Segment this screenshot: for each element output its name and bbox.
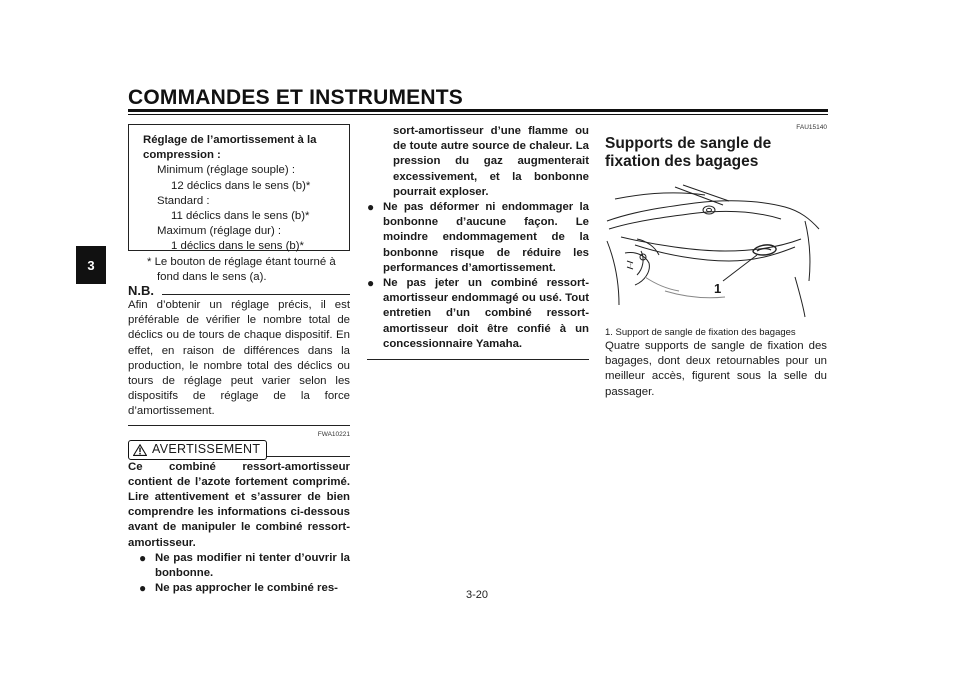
section-code: FAU15140: [796, 124, 827, 131]
nb-label: N.B.: [128, 283, 154, 298]
bullet-text: Ne pas déformer ni endommager la bonbonne d’aucune façon. Le moindre endommagement de la bonbonne risque de réduire les performances d’amortissement.: [383, 201, 589, 274]
settings-line: Minimum (réglage souple) :: [157, 164, 296, 177]
header-rule-thin: [128, 114, 828, 115]
warning-label: AVERTISSEMENT: [152, 442, 261, 457]
settings-line: 12 déclics dans le sens (b)*: [171, 179, 311, 192]
motorcycle-rear-illustration: [605, 181, 827, 321]
list-item: [139, 581, 350, 596]
nb-end-rule: [128, 425, 350, 426]
bullet-text: Ne pas approcher le combiné res-: [155, 582, 338, 595]
warning-triangle-icon: [133, 444, 147, 456]
bullet-dot-icon: ●: [367, 276, 375, 291]
settings-line: 1 déclics dans le sens (b)*: [171, 240, 304, 253]
nb-heading: [128, 283, 350, 298]
warning-end-rule: [367, 359, 589, 360]
warning-heading: [128, 440, 350, 460]
list-item: [367, 276, 589, 352]
section-title: Supports de sangle de fixation des bagages: [605, 135, 772, 170]
bullet-dot-icon: ●: [139, 550, 147, 565]
figure-caption: 1. Support de sangle de fixation des bagages: [605, 327, 796, 338]
settings-box-title: Réglage de l’amortissement à la compression :: [143, 134, 317, 162]
warning-code: FWA10221: [317, 430, 350, 438]
warning-badge: [128, 440, 267, 460]
page-header-title: COMMANDES ET INSTRUMENTS: [128, 86, 463, 109]
bullet-text: Ne pas modifier ni tenter d’ouvrir la bonbonne.: [155, 551, 350, 580]
list-item: [139, 551, 350, 581]
figure-luggage-strap-holders: [605, 181, 827, 321]
bullet-dot-icon: ●: [367, 200, 375, 215]
figure-callout-number: 1: [714, 281, 722, 296]
list-item: [367, 200, 589, 276]
settings-line: 11 déclics dans le sens (b)*: [171, 210, 310, 223]
settings-line: Maximum (réglage dur) :: [157, 225, 282, 238]
header-rule: [128, 109, 828, 112]
nb-text: Afin d’obtenir un réglage précis, il est préférable de vérifier le nombre total de déclics ou de tours de chaque dispositif. En effet, en raison de différences dans la production, le nombre total des déclics ou tours de réglage peut varier selon les dispositifs de réglage de la force d’amortissement.: [128, 299, 350, 418]
bullet-text: Ne pas jeter un combiné ressort-amortisseur endommagé ou usé. Tout entretien d’un combiné ressort-amortisseur doit être confié à un concessionnaire Yamaha.: [383, 277, 589, 350]
bullet-continuation: sort-amortisseur d’une flamme ou de toute autre source de chaleur. La pression du gaz augmenterait excessivement, et la bonbonne pourrait exploser.: [393, 125, 589, 198]
warning-rule: [267, 456, 350, 457]
svg-text:↑: ↑: [629, 263, 632, 269]
column-right: [605, 124, 827, 400]
settings-note: * Le bouton de réglage étant tourné à fond dans le sens (a).: [147, 255, 336, 283]
warning-text: Ce combiné ressort-amortisseur contient de l’azote fortement comprimé. Lire attentivement et s’assurer de bien comprendre les informations ci-dessous avant de manipuler le combiné ressort-amortisseur.: [128, 460, 350, 549]
settings-box: [128, 124, 350, 283]
bullet-dot-icon: ●: [139, 581, 147, 596]
page-number: 3-20: [466, 589, 489, 601]
column-middle: [367, 124, 589, 360]
section-text: Quatre supports de sangle de fixation des bagages, dont deux retournables pour un meilleur accès, figurent sous la selle du passager.: [605, 340, 827, 398]
chapter-tab: 3: [76, 246, 106, 284]
nb-rule: [162, 294, 350, 295]
column-left: [128, 124, 350, 596]
settings-line: Standard :: [157, 194, 210, 207]
